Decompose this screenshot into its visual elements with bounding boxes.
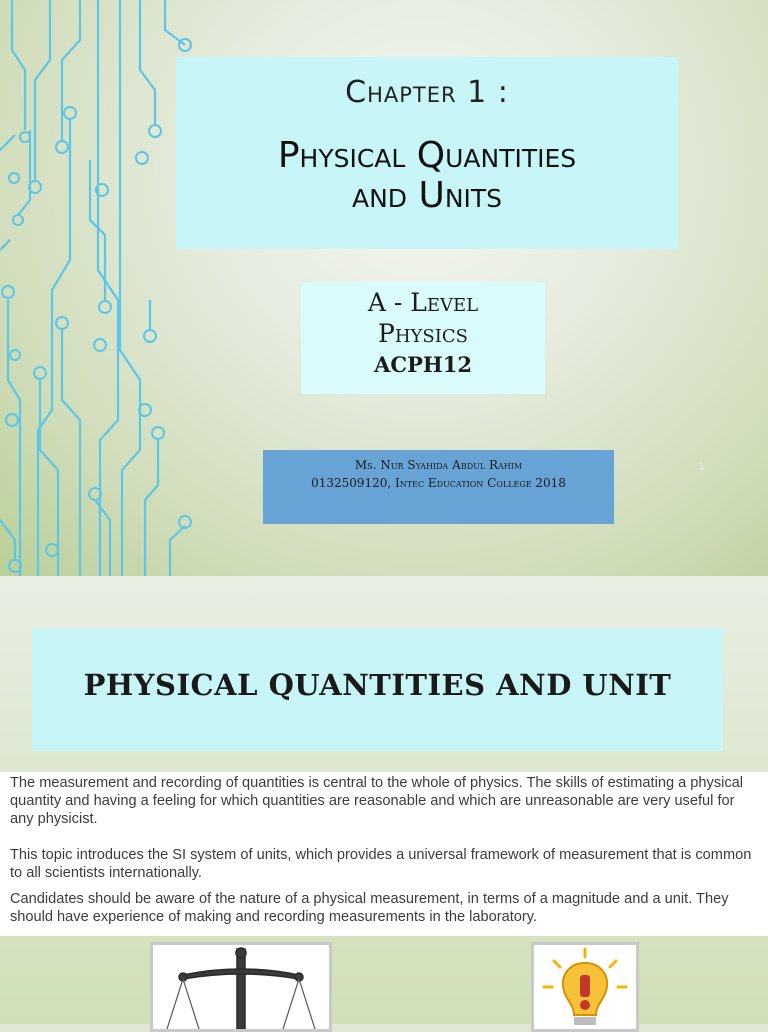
lightbulb-card xyxy=(531,942,639,1032)
balance-scale-icon xyxy=(153,945,329,1029)
level-label: A - Level xyxy=(367,288,479,317)
course-box xyxy=(301,282,545,394)
balance-scale-card xyxy=(150,942,332,1032)
page-number: 1 xyxy=(699,462,705,472)
subject-label: Physics xyxy=(378,319,468,348)
content-slide xyxy=(0,576,768,1024)
course-code: ACPH12 xyxy=(374,352,472,377)
author-box xyxy=(263,450,614,524)
author-contact: 0132509120, Intec Education College 2018 xyxy=(311,476,566,490)
heading-box xyxy=(32,628,723,751)
chapter-title xyxy=(176,136,678,216)
chapter-title-box xyxy=(176,57,678,249)
syllabus-text xyxy=(0,772,768,936)
chapter-title-line1: Physical Quantities xyxy=(277,135,577,176)
paragraph: Candidates should be aware of the nature of a physical measurement, in terms of a magnitude and a unit. They should have experience of making and recording measurements in the laboratory. xyxy=(10,891,729,925)
chapter-title-line2: and Units xyxy=(351,175,503,216)
chapter-label: Chapter 1 : xyxy=(345,75,509,110)
paragraph: This topic introduces the SI system of units, which provides a universal framework of measurement that is common to all scientists internationally. xyxy=(10,847,752,881)
slide-heading: PHYSICAL QUANTITIES AND UNIT xyxy=(83,668,672,702)
paragraph: The measurement and recording of quantities is central to the whole of physics. The skills of estimating a physical quantity and having a feeling for which quantities are reasonable and which are unreasonable are very useful for any physicist. xyxy=(10,775,744,827)
lightbulb-icon xyxy=(534,945,636,1029)
author-name: Ms. Nur Syahida Abdul Rahim xyxy=(354,458,523,472)
